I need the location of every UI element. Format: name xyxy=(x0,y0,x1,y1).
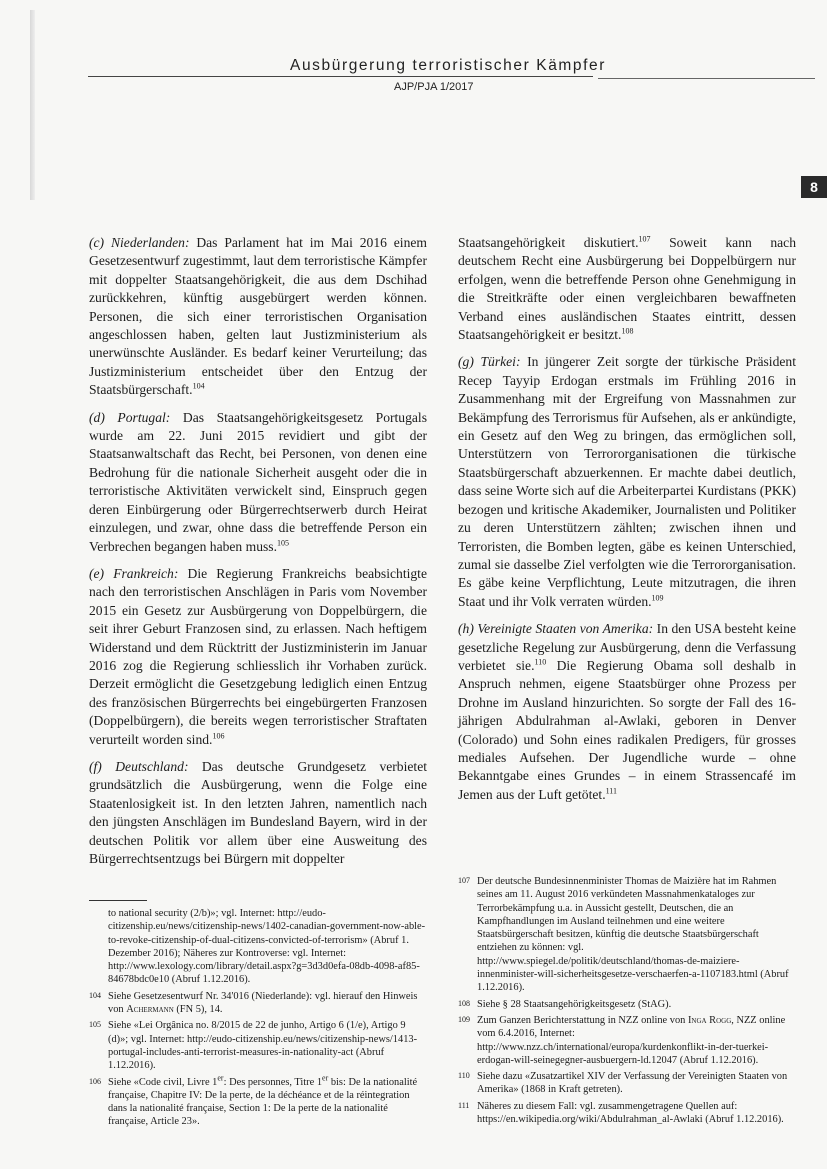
footnote-number: 106 xyxy=(89,1076,101,1086)
footnote-number: 109 xyxy=(458,1014,470,1024)
paragraph-usa xyxy=(458,620,796,804)
footnote-text xyxy=(477,1014,796,1067)
right-text-column xyxy=(458,234,796,813)
footnote-text xyxy=(108,1073,427,1129)
scan-edge-shadow xyxy=(30,10,35,200)
footnote-110 xyxy=(458,1070,796,1097)
paragraph-deutschland xyxy=(89,758,427,868)
footnote-text-part: (FN 5), 14. xyxy=(173,1004,223,1016)
header-rule xyxy=(88,76,593,77)
paragraph-niederlanden xyxy=(89,234,427,400)
footnote-ref[interactable]: 107 xyxy=(638,234,651,244)
footnote-107 xyxy=(458,875,796,995)
paragraph-deutschland-continued xyxy=(458,234,796,344)
footnote-text-part: , NZZ online vom 6.4.2016, Internet: http://www.nzz.ch/international/europa/kurdenkonflikt-in-der-tuerkei-erdogan-will-seinegegner-ausbuergern-ld.12047 (Abruf 1.12.2016). xyxy=(477,1014,786,1066)
footnote-superscript: er xyxy=(322,1073,329,1083)
footnote-text-part: Siehe «Code civil, Livre 1 xyxy=(108,1076,218,1088)
footnote-ref[interactable]: 110 xyxy=(534,657,547,667)
journal-issue: AJP/PJA 1/2017 xyxy=(394,81,474,93)
footnote-text: to national security (2/b)»; vgl. Internet: http://eudo-citizenship.eu/news/citizenship-news/1402-canadian-government-now-able-to-revoke-citizenship-of-dual-citizens-convicted-of-terrorism» (Abruf 1. Dezember 2016); Näheres zur Kontroverse: vgl. Internet: http://www.lexology.com/library/detail.aspx?g=3d3d0efa-08db-4098-af85-84678bdc0e10 (Abruf 1.12.2016). xyxy=(108,908,426,986)
chapter-tab: 8 xyxy=(801,176,827,198)
footnote-number: 105 xyxy=(89,1020,101,1030)
footnote-ref[interactable]: 105 xyxy=(276,537,289,547)
section-label: (f) Deutschland: xyxy=(89,758,189,774)
footnote-text: Der deutsche Bundesinnenminister Thomas de Maizière hat im Rahmen seines am 11. August 2016 verkündeten Massnahmenkataloges zur Terrorbekämpfung u.a. in Aussicht gestellt, Deutschen, die an Kampfhandlungen im Ausland teilnehmen und eine weitere Staatsbürgerschaft besitzen, künftig die deutsche Staatsbürgerschaft entziehen zu können: vgl. http://www.spiegel.de/politik/deutschland/thomas-de-maiziere-innenminister-will-sicherheitsgesetze-verschaerfen-a-1107183.html (Abruf 1.12.2016). xyxy=(477,876,789,994)
left-text-column xyxy=(89,234,427,877)
footnote-ref[interactable]: 109 xyxy=(651,593,664,603)
section-label: (c) Niederlanden: xyxy=(89,235,190,250)
footnotes-right xyxy=(458,875,796,1129)
footnote-ref[interactable]: 104 xyxy=(192,381,205,391)
section-label: (e) Frankreich: xyxy=(89,565,179,581)
footnote-continued xyxy=(89,907,427,987)
footnote-rule xyxy=(89,900,147,901)
footnotes-left xyxy=(89,900,427,1132)
footnote-number: 111 xyxy=(458,1100,470,1110)
footnote-number: 110 xyxy=(458,1071,470,1081)
header-rule-right xyxy=(598,78,815,79)
footnote-superscript: er xyxy=(217,1073,224,1083)
footnote-text-part: Zum Ganzen Berichterstattung in NZZ online von xyxy=(477,1014,688,1026)
paragraph-portugal xyxy=(89,409,427,556)
footnote-text: Näheres zu diesem Fall: vgl. zusammengetragene Quellen auf: https://en.wikipedia.org/wiki/Abdulrahman_al-Awlaki (Abruf 1.12.2016). xyxy=(477,1100,784,1126)
paragraph-text: Das deutsche Grundgesetz verbietet grundsätzlich die Ausbürgerung, wenn die Folge eine Staatenlosigkeit ist. In den letzten Jahren, namentlich nach den jüngsten Anschlägen im Bundesland Bayern, wird in der deutschen Politik vor allem über eine Ausweitung des Bürgerrechtsentzugs bei Bürgern mit doppelter xyxy=(89,758,427,866)
footnote-author: Achermann xyxy=(126,1004,174,1016)
paragraph-tuerkei xyxy=(458,353,796,611)
section-label: (g) Türkei: xyxy=(458,354,521,370)
footnote-ref[interactable]: 108 xyxy=(621,326,634,336)
paragraph-text: Das Parlament hat im Mai 2016 einem Gesetzesentwurf zugestimmt, laut dem terroristische Kämpfer mit doppelter Staatsangehörigkeit, die aus dem Dschihad zurückkehren, künftig ausgebürgert werden können. Personen, die sich einer terroristischen Organisation angeschlossen haben, gelten laut Justizministerium als unerwünschte Ausländer. Es bedarf keiner Verurteilung; das Justizministerium entscheidet über den Entzug der Staatsbürgerschaft. xyxy=(89,235,427,398)
paragraph-text: Die Regierung Frankreichs beabsichtigte nach den terroristischen Anschlägen in Paris vom November 2015 ein Gesetz zur Ausbürgerung von Doppelbürgern, die seit ihrer Geburt Franzosen sind, zu erlassen. Nach heftigem Widerstand und dem Rücktritt der Justizministerin im Januar 2016 zog die Regierung schliesslich ihr Vorhaben zurück. Derzeit ermöglicht die Gesetzgebung lediglich einen Entzug des französischen Bürgerrechts bei eingebürgerten Franzosen (Doppelbürgern), die bereits wegen terroristischer Straftaten verurteilt worden sind. xyxy=(89,565,427,747)
footnote-text-part: Siehe Gesetzesentwurf Nr. 34'016 (Niederlande): vgl. hierauf den Hinweis von xyxy=(108,990,418,1016)
footnote-105 xyxy=(89,1019,427,1072)
paragraph-frankreich xyxy=(89,565,427,749)
footnote-108 xyxy=(458,998,796,1011)
footnote-number: 104 xyxy=(89,990,101,1000)
footnote-text-part: bis: De la nationalité française, Chapitre IV: De la perte, de la déchéance et de la réintegration dans la nationalité française, Section 1: De la perte de la nationalité française, Article 23». xyxy=(108,1076,418,1128)
footnote-ref[interactable]: 111 xyxy=(605,786,617,796)
running-header-title: Ausbürgerung terroristischer Kämpfer xyxy=(290,57,607,74)
footnote-author: Inga Rogg xyxy=(687,1014,732,1026)
paragraph-text: Soweit kann nach deutschem Recht eine Ausbürgerung bei Doppelbürgern nur erfolgen, wenn die betreffende Person ohne Genehmigung in die Streitkräfte oder einen vergleichbaren bewaffneten Verband eines ausländischen Staates eintritt, dessen Staatsangehörigkeit er besitzt. xyxy=(458,235,797,343)
section-label: (h) Vereinigte Staaten von Amerika: xyxy=(458,621,654,637)
paragraph-text: In den USA besteht keine gesetzliche Regelung zur Ausbürgerung, denn die Verfassung verbietet sie. xyxy=(458,621,796,673)
footnote-text: Siehe «Lei Orgânica no. 8/2015 de 22 de junho, Artigo 6 (1/e), Artigo 9 (d)»; vgl. Internet: http://eudo-citizenship.eu/news/citizenship-news/1413-portugal-includes-anti-terrorist-measures-in-nationality-act (Abruf 1.12.2016). xyxy=(108,1020,418,1072)
footnote-104 xyxy=(89,990,427,1017)
footnote-number: 108 xyxy=(458,998,470,1008)
paragraph-text: Die Regierung Obama soll deshalb in Anspruch nehmen, eigene Staatsbürger ohne Prozess per Drohne im Ausland hinzurichten. So sorgte der Fall des 16-jährigen Abdulrahman al-Awlaki, geboren in Denver (Colorado) und Sohn eines radikalen Predigers, für grosses mediales Aufsehen. Der Jugendliche wurde – ohne Bekanntgabe eines Grundes – in einem Strassencafé im Jemen aus der Luft getötet. xyxy=(458,657,796,802)
paragraph-text: Das Staatsangehörigkeitsgesetz Portugals wurde am 22. Juni 2015 revidiert und gibt der Staatsanwaltschaft das Recht, bei Personen, von denen eine Bedrohung für die nationale Sicherheit ausgeht oder die in terroristische Aktivitäten verwickelt sind, Einspruch gegen deren Einbürgerung oder Bürgerrechtserwerb durch Heirat einzulegen, und zwar, ohne dass die betreffende Person ein Verbrechen begangen haben muss. xyxy=(89,409,427,554)
paragraph-text: In jüngerer Zeit sorgte der türkische Präsident Recep Tayyip Erdogan erstmals im Frühling 2016 in Zusammenhang mit der Ergreifung von Massnahmen zur Bekämpfung des Terrorismus für Aufsehen, als er ankündigte, ein Gesetz auf den Weg zu bringen, das ermöglichen soll, Unterstützern von Terrororganisationen die türkische Staatsbürgerschaft abzuerkennen. Er machte dabei deutlich, dass seine Worte sich auf die Arbeiterpartei Kurdistans (PKK) bezogen und kritische Akademiker, Journalisten und Politiker zu deren Unterstützern zählten; zwischen ihnen und Terroristen, die Bomben legten, gäbe es keinen Unterschied, zumal sie dasselbe Ziel verfolgten wie die Terrororganisation. Es gäbe keine Verpflichtung, Leute mitzutragen, die ihren Staat und ihr Volk verraten würden. xyxy=(458,354,796,609)
section-label: (d) Portugal: xyxy=(89,409,171,425)
footnote-text: Siehe § 28 Staatsangehörigkeitsgesetz (StAG). xyxy=(477,998,672,1010)
footnote-number: 107 xyxy=(458,876,470,885)
footnote-text-part: : Des personnes, Titre 1 xyxy=(223,1076,323,1088)
paragraph-text: Staatsangehörigkeit diskutiert. xyxy=(458,235,639,250)
footnote-ref[interactable]: 106 xyxy=(212,731,225,741)
footnote-text: Siehe dazu «Zusatzartikel XIV der Verfassung der Vereinigten Staaten von Amerika» (1868 in Kraft getreten). xyxy=(477,1071,788,1096)
footnote-111 xyxy=(458,1100,796,1127)
footnote-109 xyxy=(458,1014,796,1067)
footnote-text xyxy=(108,990,427,1017)
footnote-106 xyxy=(89,1073,427,1129)
